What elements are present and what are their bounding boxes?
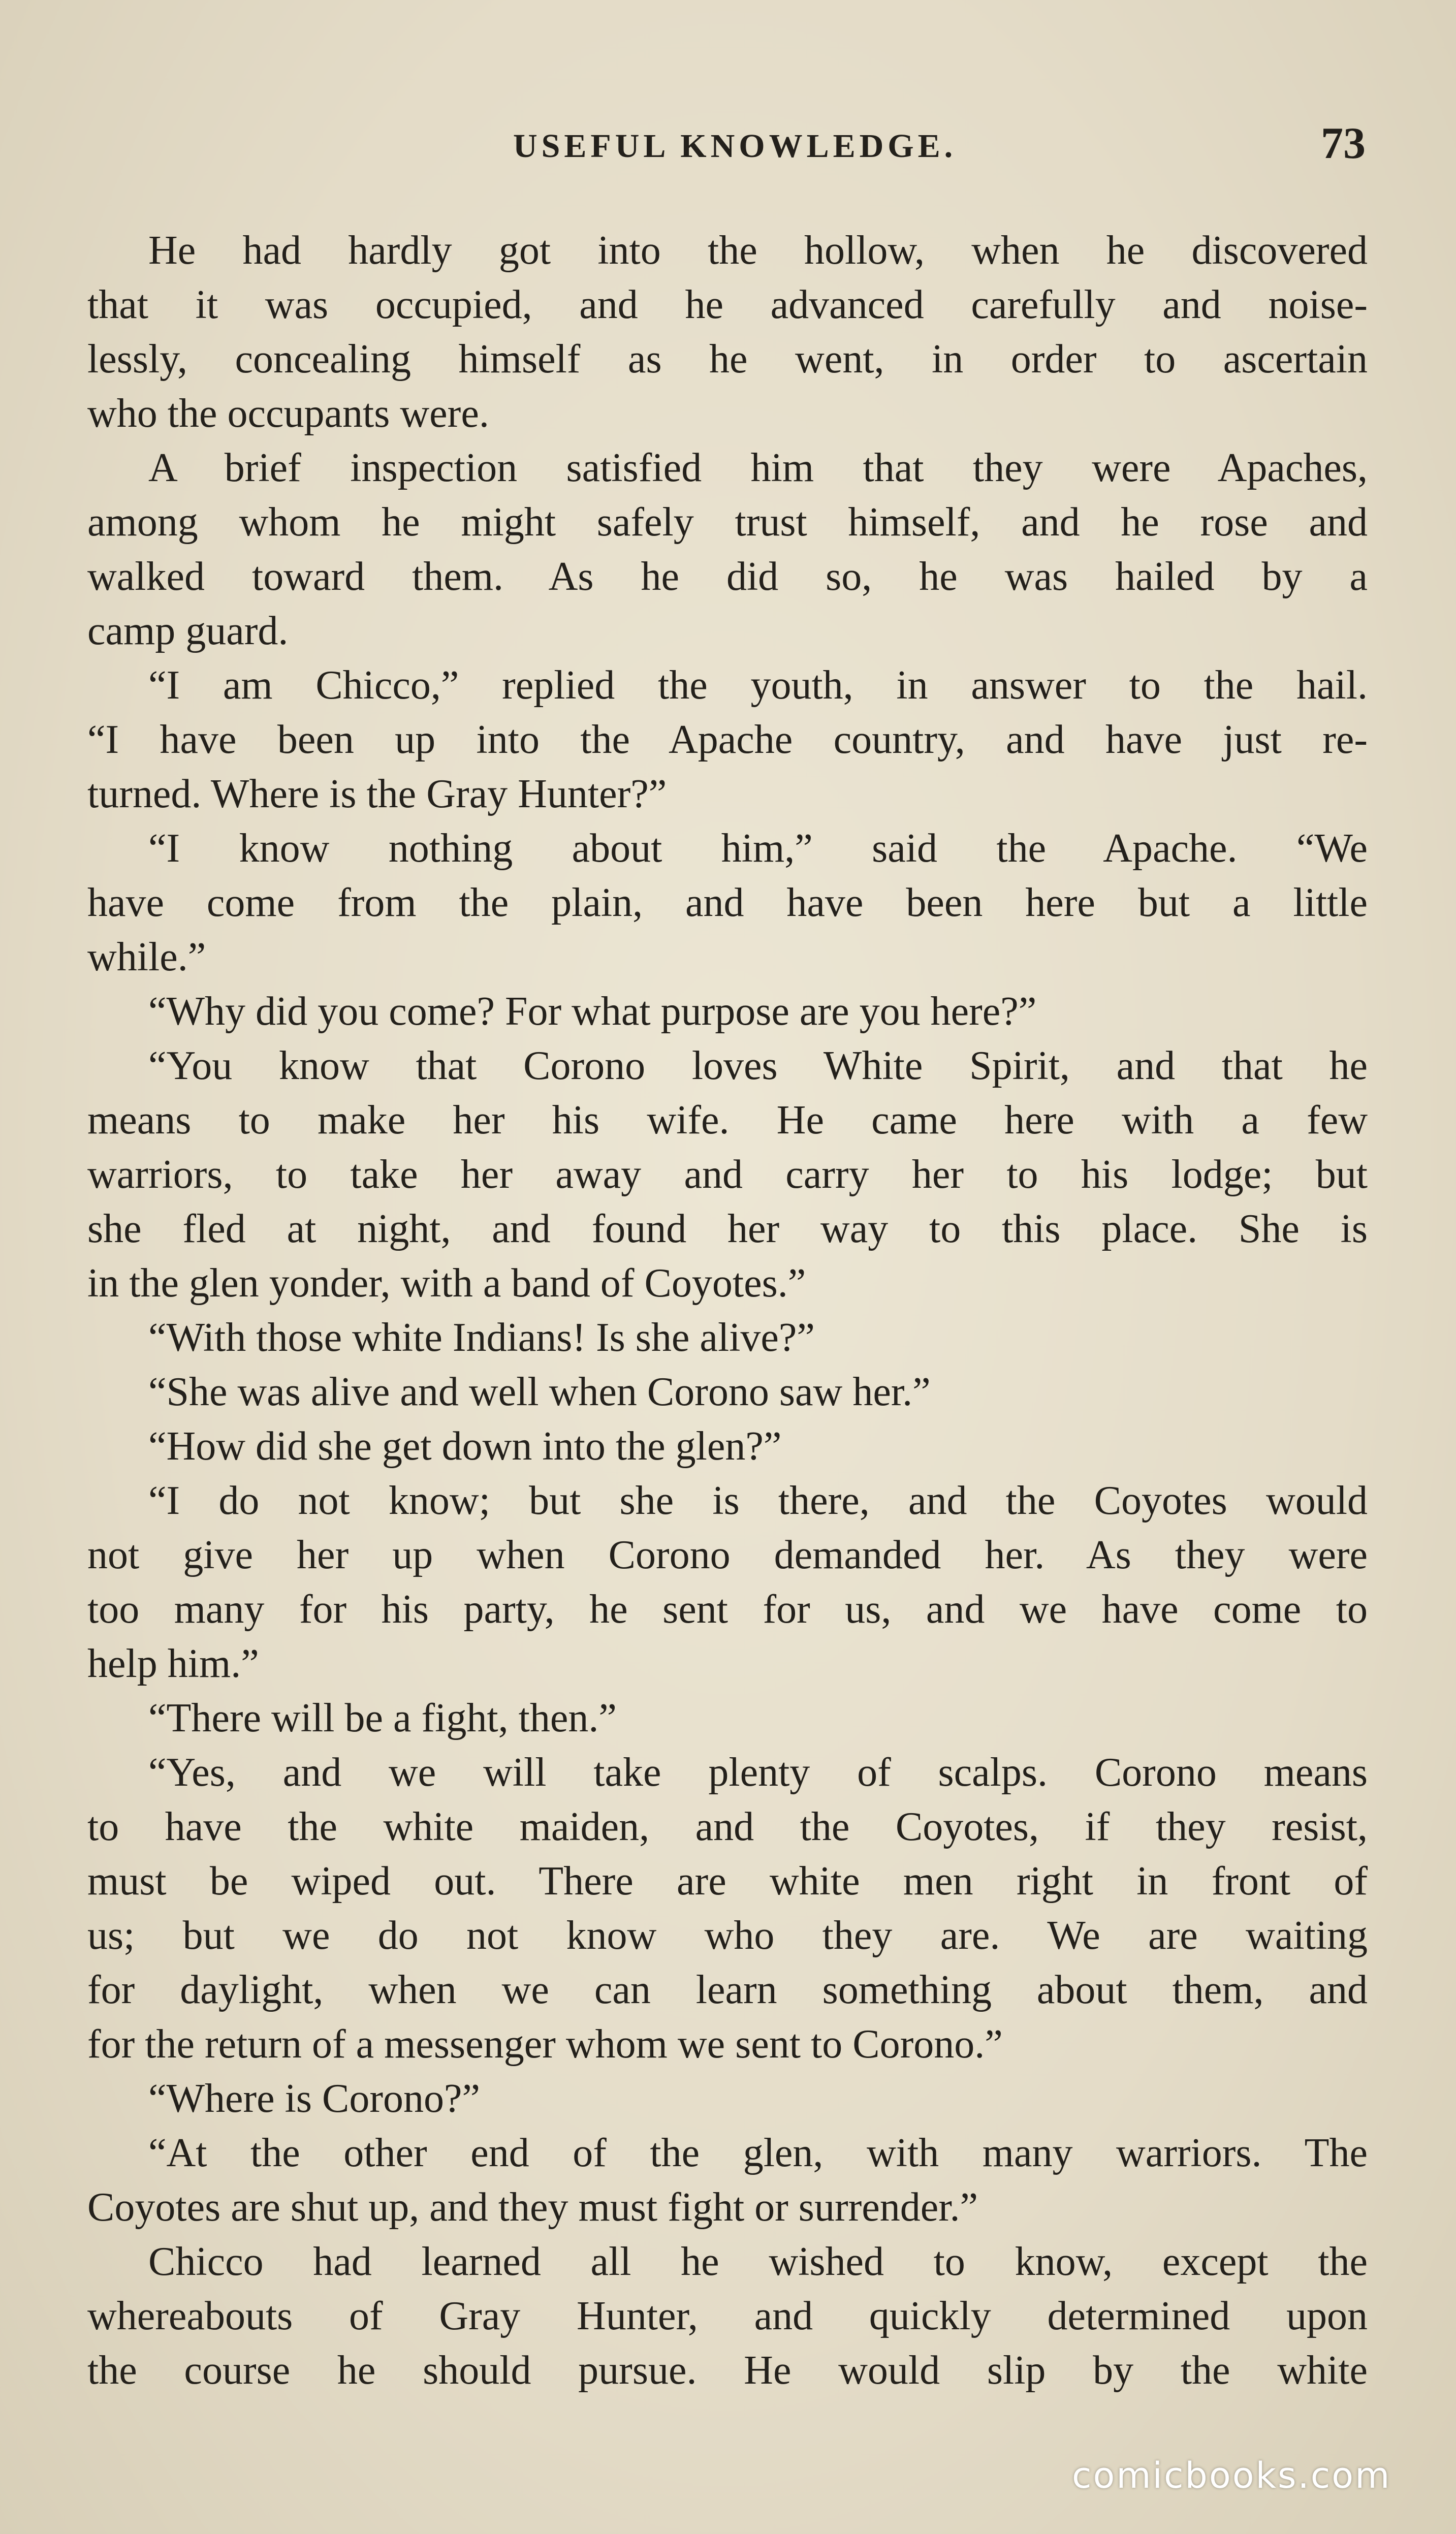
text-line: for daylight, when we can learn something about them, and: [87, 1968, 1368, 2012]
text-line: walked toward them. As he did so, he was hailed by a: [87, 554, 1368, 599]
text-line: in the glen yonder, with a band of Coyotes.”: [87, 1261, 806, 1306]
page-number: 73: [1321, 119, 1366, 168]
text-line: the course he should pursue. He would slip by the white: [87, 2348, 1368, 2393]
text-line: Chicco had learned all he wished to know, except the: [148, 2239, 1368, 2284]
text-line: whereabouts of Gray Hunter, and quickly determined upon: [87, 2294, 1368, 2338]
text-line: “At the other end of the glen, with many warriors. The: [148, 2131, 1368, 2175]
text-line: while.”: [87, 935, 206, 979]
text-line: not give her up when Corono demanded her. As they were: [87, 1533, 1368, 1577]
text-line: “There will be a fight, then.”: [148, 1696, 617, 1740]
text-line: have come from the plain, and have been here but a little: [87, 880, 1368, 925]
text-line: too many for his party, he sent for us, and we have come to: [87, 1587, 1368, 1632]
text-line: help him.”: [87, 1641, 259, 1686]
text-line: that it was occupied, and he advanced carefully and noise-: [87, 282, 1368, 327]
text-line: for the return of a messenger whom we sent to Corono.”: [87, 2022, 1003, 2067]
text-line: A brief inspection satisfied him that they were Apaches,: [148, 446, 1368, 490]
text-line: “I do not know; but she is there, and the Coyotes would: [148, 1478, 1368, 1523]
text-line: Coyotes are shut up, and they must fight or surrender.”: [87, 2185, 978, 2230]
text-line: “You know that Corono loves White Spirit, and that he: [148, 1043, 1368, 1088]
text-line: “I am Chicco,” replied the youth, in answer to the hail.: [148, 663, 1368, 708]
text-line: “She was alive and well when Corono saw her.”: [148, 1370, 931, 1414]
body-text: [87, 224, 1368, 2398]
text-line: “With those white Indians! Is she alive?”: [148, 1315, 815, 1360]
text-line: turned. Where is the Gray Hunter?”: [87, 772, 667, 816]
running-title: USEFUL KNOWLEDGE.: [513, 128, 957, 165]
text-line: “Where is Corono?”: [148, 2076, 481, 2121]
text-line: lessly, concealing himself as he went, in order to ascertain: [87, 337, 1368, 382]
watermark: comicbooks.com: [1072, 2455, 1391, 2496]
text-line: warriors, to take her away and carry her to his lodge; but: [87, 1152, 1368, 1197]
page-header: [0, 118, 1456, 169]
text-line: us; but we do not know who they are. We are waiting: [87, 1913, 1368, 1958]
text-line: to have the white maiden, and the Coyotes, if they resist,: [87, 1804, 1368, 1849]
text-line: camp guard.: [87, 609, 289, 653]
text-line: “Yes, and we will take plenty of scalps. Corono means: [148, 1750, 1368, 1795]
text-line: “Why did you come? For what purpose are you here?”: [148, 989, 1037, 1034]
text-line: must be wiped out. There are white men right in front of: [87, 1859, 1368, 1904]
text-line: she fled at night, and found her way to this place. She is: [87, 1207, 1368, 1251]
text-line: He had hardly got into the hollow, when he discovered: [148, 228, 1368, 273]
text-line: “I have been up into the Apache country, and have just re-: [87, 717, 1368, 762]
text-line: who the occupants were.: [87, 391, 489, 436]
text-line: among whom he might safely trust himself, and he rose and: [87, 500, 1368, 545]
text-line: “I know nothing about him,” said the Apache. “We: [148, 826, 1368, 871]
text-line: “How did she get down into the glen?”: [148, 1424, 782, 1469]
text-line: means to make her his wife. He came here with a few: [87, 1098, 1368, 1143]
